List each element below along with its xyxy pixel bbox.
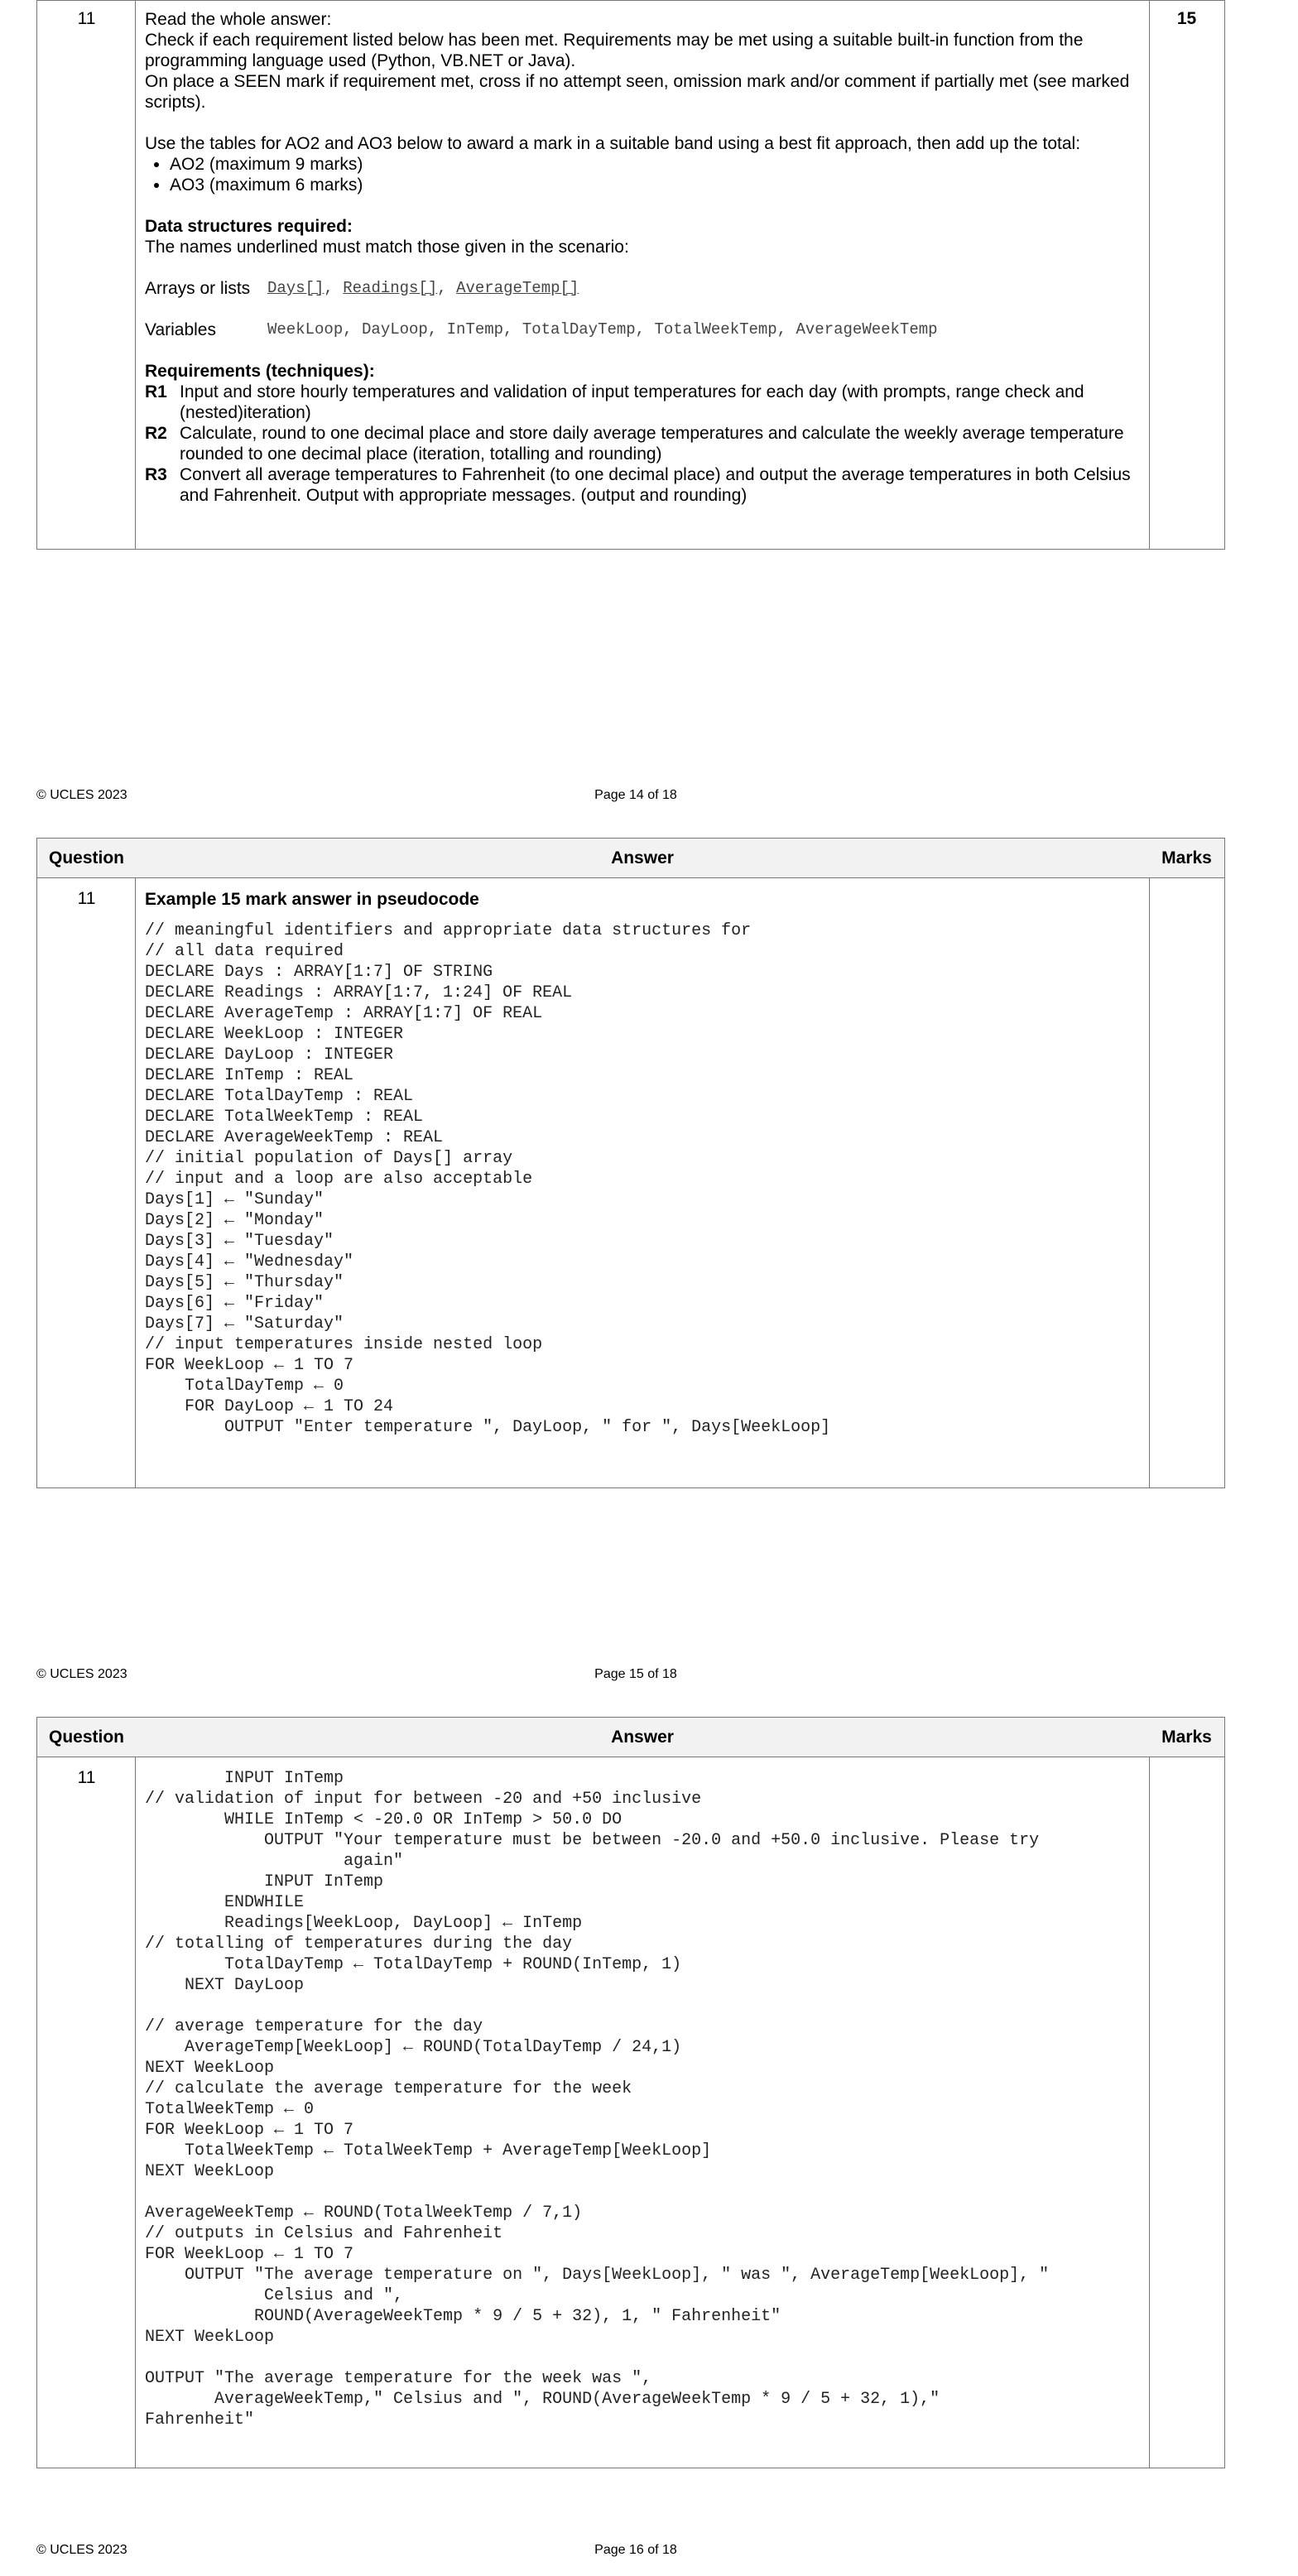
code-line: // calculate the average temperature for the week xyxy=(145,2079,632,2098)
requirement-r3: R3 Convert all average temperatures to Fahrenheit (to one decimal place) and output the average temperatures in both Celsius and Fahrenheit. Output with appropriate messages. (output and rounding) xyxy=(145,465,1131,505)
code-line: Days[6] ← "Friday" xyxy=(145,1294,324,1313)
code-line: Readings[WeekLoop, DayLoop] ← InTemp xyxy=(145,1914,583,1933)
code-line: AverageWeekTemp ← ROUND(TotalWeekTemp / 7,1) xyxy=(145,2204,583,2223)
code-line: INPUT InTemp xyxy=(145,1872,384,1891)
footer-page-3: Page 16 of 18 xyxy=(594,2543,677,2557)
code-line: // initial population of Days[] array xyxy=(145,1149,513,1168)
question-number: 11 xyxy=(77,889,96,908)
arrays-row: Arrays or lists Days[], Readings[], AverageTemp[] xyxy=(145,279,579,298)
question-number: 11 xyxy=(77,1768,96,1787)
code-line xyxy=(145,2182,1142,2203)
variables-label: Variables xyxy=(145,320,216,339)
code-line: FOR WeekLoop ← 1 TO 7 xyxy=(145,1356,354,1375)
code-line: NEXT WeekLoop xyxy=(145,2059,275,2078)
code-line: // input temperatures inside nested loop xyxy=(145,1335,543,1354)
band-text: Use the tables for AO2 and AO3 below to award a mark in a suitable band using a best fit approach, then add up the total: xyxy=(145,134,1081,153)
array-days: Days[] xyxy=(267,279,324,297)
code-line: TotalWeekTemp ← 0 xyxy=(145,2100,315,2119)
footer-copyright-2: © UCLES 2023 xyxy=(36,1667,127,1681)
code-line: Days[5] ← "Thursday" xyxy=(145,1273,344,1292)
code-line: DECLARE Days : ARRAY[1:7] OF STRING xyxy=(145,963,493,982)
code-line: DECLARE Readings : ARRAY[1:7, 1:24] OF REAL xyxy=(145,983,573,1002)
header-marks: Marks xyxy=(1161,1728,1212,1747)
ds-subheading: The names underlined must match those given in the scenario: xyxy=(145,238,629,257)
code-line: // average temperature for the day xyxy=(145,2017,483,2036)
code-line: DECLARE WeekLoop : INTEGER xyxy=(145,1025,404,1044)
arrays-label: Arrays or lists xyxy=(145,279,251,298)
code-line: Days[3] ← "Tuesday" xyxy=(145,1232,334,1251)
code-line: DECLARE DayLoop : INTEGER xyxy=(145,1045,394,1065)
requirements-heading: Requirements (techniques): xyxy=(145,362,375,381)
requirement-r1: R1 Input and store hourly temperatures and validation of input temperatures for each day (with prompts, range check and (nested)iteration) xyxy=(145,382,1084,422)
code-line: Celsius and ", xyxy=(145,2286,404,2305)
code-line: // validation of input for between -20 and +50 inclusive xyxy=(145,1790,702,1809)
table-header xyxy=(37,839,1224,878)
answer-content xyxy=(145,9,1142,506)
code-line: Days[4] ← "Wednesday" xyxy=(145,1252,354,1271)
code-line: FOR DayLoop ← 1 TO 24 xyxy=(145,1397,394,1416)
code-line: NEXT WeekLoop xyxy=(145,2328,275,2347)
ao3-item: • AO3 (maximum 6 marks) xyxy=(170,175,1142,195)
code-line: // input and a loop are also acceptable xyxy=(145,1170,533,1189)
pseudocode-block-2 xyxy=(145,1768,1142,2430)
code-line: TotalDayTemp ← TotalDayTemp + ROUND(InTemp, 1) xyxy=(145,1955,682,1974)
code-line: again" xyxy=(145,1852,404,1871)
code-line: Days[2] ← "Monday" xyxy=(145,1211,324,1230)
code-line: NEXT DayLoop xyxy=(145,1976,305,1995)
table-header xyxy=(37,1718,1224,1757)
code-line: OUTPUT "Your temperature must be between -20.0 and +50.0 inclusive. Please try xyxy=(145,1831,1040,1850)
code-line: INPUT InTemp xyxy=(145,1769,344,1788)
answer-content xyxy=(145,889,1142,1438)
intro-line-2: Check if each requirement listed below has been met. Requirements may be met using a suitable built-in function from the programming language used (Python, VB.NET or Java). xyxy=(145,31,1084,70)
intro-line-1: Read the whole answer: xyxy=(145,10,332,29)
footer-copyright-3: © UCLES 2023 xyxy=(36,2543,127,2557)
header-question: Question xyxy=(48,1728,124,1747)
code-line: DECLARE TotalWeekTemp : REAL xyxy=(145,1108,424,1127)
code-line: // totalling of temperatures during the day xyxy=(145,1934,573,1954)
code-line: FOR WeekLoop ← 1 TO 7 xyxy=(145,2245,354,2264)
footer-page-1: Page 14 of 18 xyxy=(594,788,677,802)
footer-page-2: Page 15 of 18 xyxy=(594,1667,677,1681)
code-line: ENDWHILE xyxy=(145,1893,305,1912)
code-line: // all data required xyxy=(145,942,344,961)
code-line xyxy=(145,1996,1142,2016)
variables-row xyxy=(145,320,1142,340)
code-line: FOR WeekLoop ← 1 TO 7 xyxy=(145,2121,354,2140)
array-averagetemp: AverageTemp[] xyxy=(456,279,579,297)
code-line: WHILE InTemp < -20.0 OR InTemp > 50.0 DO xyxy=(145,1810,623,1829)
code-line: Days[7] ← "Saturday" xyxy=(145,1314,344,1334)
answer-content xyxy=(145,1768,1142,2430)
code-line: // meaningful identifiers and appropriate data structures for xyxy=(145,921,752,940)
variables-list: WeekLoop, DayLoop, InTemp, TotalDayTemp, TotalWeekTemp, AverageWeekTemp xyxy=(267,320,938,339)
code-line: ROUND(AverageWeekTemp * 9 / 5 + 32), 1, " Fahrenheit" xyxy=(145,2307,781,2326)
array-readings: Readings[] xyxy=(343,279,438,297)
marks-value: 15 xyxy=(1176,9,1197,28)
intro-line-3: On place a SEEN mark if requirement met, cross if no attempt seen, omission mark and/or comment if partially met (see marked scripts). xyxy=(145,72,1130,112)
ds-heading: Data structures required: xyxy=(145,217,353,236)
header-marks: Marks xyxy=(1161,848,1212,867)
pseudocode-block-1 xyxy=(145,920,1142,1438)
code-line xyxy=(145,2348,1142,2368)
code-line: Days[1] ← "Sunday" xyxy=(145,1190,324,1209)
header-answer: Answer xyxy=(611,1728,674,1747)
code-line: AverageTemp[WeekLoop] ← ROUND(TotalDayTemp / 24,1) xyxy=(145,2038,682,2057)
requirement-r2: R2 Calculate, round to one decimal place and store daily average temperatures and calculate the weekly average temperature rounded to one decimal place (iteration, totalling and rounding) xyxy=(145,424,1124,464)
ao-list xyxy=(145,154,1142,195)
code-line: DECLARE TotalDayTemp : REAL xyxy=(145,1087,414,1106)
code-line: TotalWeekTemp ← TotalWeekTemp + AverageTemp[WeekLoop] xyxy=(145,2141,712,2160)
example-title: Example 15 mark answer in pseudocode xyxy=(145,890,479,909)
answer-table-1 xyxy=(36,0,1225,550)
code-line: DECLARE InTemp : REAL xyxy=(145,1066,354,1085)
code-line: OUTPUT "The average temperature on ", Days[WeekLoop], " was ", AverageTemp[WeekLoop], " xyxy=(145,2266,1050,2285)
code-line: Fahrenheit" xyxy=(145,2410,255,2429)
code-line: DECLARE AverageWeekTemp : REAL xyxy=(145,1128,444,1147)
header-question: Question xyxy=(48,848,124,867)
ao2-item: • AO2 (maximum 9 marks) xyxy=(170,154,1142,175)
footer-copyright-1: © UCLES 2023 xyxy=(36,788,127,802)
code-line: AverageWeekTemp," Celsius and ", ROUND(AverageWeekTemp * 9 / 5 + 32, 1)," xyxy=(145,2390,940,2409)
code-line: NEXT WeekLoop xyxy=(145,2162,275,2181)
answer-table-2 xyxy=(36,838,1225,1488)
answer-table-3 xyxy=(36,1717,1225,2468)
header-answer: Answer xyxy=(611,848,674,867)
question-number: 11 xyxy=(77,9,96,28)
code-line: OUTPUT "The average temperature for the week was ", xyxy=(145,2369,652,2388)
code-line: OUTPUT "Enter temperature ", DayLoop, " for ", Days[WeekLoop] xyxy=(145,1418,831,1437)
code-line: DECLARE AverageTemp : ARRAY[1:7] OF REAL xyxy=(145,1004,543,1023)
code-line: // outputs in Celsius and Fahrenheit xyxy=(145,2224,503,2243)
code-line: TotalDayTemp ← 0 xyxy=(145,1377,344,1396)
